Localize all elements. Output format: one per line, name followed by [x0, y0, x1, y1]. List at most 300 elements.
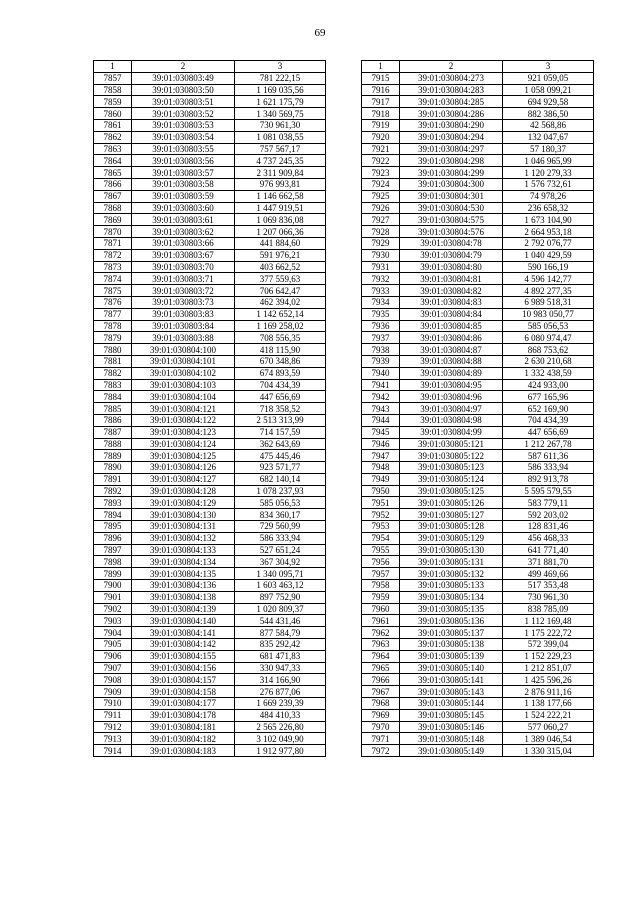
row-index-cell: 7903: [94, 615, 132, 627]
cadastral-number-cell: 39:01:030804:285: [400, 96, 503, 108]
table-row: [94, 450, 326, 462]
cadastral-number-cell: 39:01:030803:72: [132, 285, 235, 297]
table-row: [362, 450, 594, 462]
value-cell: 1 603 463,12: [235, 580, 326, 592]
value-cell: 1 058 099,21: [503, 84, 594, 96]
cadastral-number-cell: 39:01:030805:131: [400, 556, 503, 568]
table-row: [362, 662, 594, 674]
cadastral-number-cell: 39:01:030804:158: [132, 686, 235, 698]
row-index-cell: 7904: [94, 627, 132, 639]
value-cell: 1 175 222,72: [503, 627, 594, 639]
table-row: [94, 84, 326, 96]
table-row: [94, 202, 326, 214]
table-row: [94, 568, 326, 580]
cadastral-number-cell: 39:01:030804:294: [400, 131, 503, 143]
cadastral-number-cell: 39:01:030804:122: [132, 414, 235, 426]
value-cell: 1 138 177,66: [503, 698, 594, 710]
table-row: [362, 355, 594, 367]
value-cell: 377 559,63: [235, 273, 326, 285]
cadastral-number-cell: 39:01:030804:83: [400, 296, 503, 308]
value-cell: 868 753,62: [503, 344, 594, 356]
table-row: [362, 167, 594, 179]
value-cell: 499 469,66: [503, 568, 594, 580]
value-cell: 1 576 732,61: [503, 178, 594, 190]
value-cell: 10 983 050,77: [503, 308, 594, 320]
table-row: [94, 355, 326, 367]
value-cell: 6 080 974,47: [503, 332, 594, 344]
row-index-cell: 7935: [362, 308, 400, 320]
value-cell: 921 059,05: [503, 72, 594, 84]
cadastral-number-cell: 39:01:030804:128: [132, 485, 235, 497]
row-index-cell: 7859: [94, 96, 132, 108]
cadastral-number-cell: 39:01:030804:127: [132, 473, 235, 485]
header-cell-value: 3: [503, 61, 594, 73]
table-row: [362, 249, 594, 261]
row-index-cell: 7948: [362, 462, 400, 474]
value-cell: 757 567,17: [235, 143, 326, 155]
row-index-cell: 7954: [362, 532, 400, 544]
value-cell: 2 630 210,68: [503, 355, 594, 367]
cadastral-number-cell: 39:01:030804:134: [132, 556, 235, 568]
row-index-cell: 7862: [94, 131, 132, 143]
table-row: [94, 580, 326, 592]
value-cell: 590 166,19: [503, 261, 594, 273]
cadastral-number-cell: 39:01:030804:301: [400, 190, 503, 202]
value-cell: 1 142 652,14: [235, 308, 326, 320]
row-index-cell: 7905: [94, 639, 132, 651]
table-row: [362, 686, 594, 698]
row-index-cell: 7928: [362, 226, 400, 238]
value-cell: 586 333,94: [503, 462, 594, 474]
row-index-cell: 7946: [362, 438, 400, 450]
value-cell: 475 445,46: [235, 450, 326, 462]
table-row: [362, 462, 594, 474]
value-cell: 1 146 662,58: [235, 190, 326, 202]
row-index-cell: 7861: [94, 119, 132, 131]
cadastral-number-cell: 39:01:030804:157: [132, 674, 235, 686]
value-cell: 1 340 569,75: [235, 108, 326, 120]
value-cell: 1 425 596,26: [503, 674, 594, 686]
value-cell: 682 140,14: [235, 473, 326, 485]
value-cell: 1 112 169,48: [503, 615, 594, 627]
cadastral-number-cell: 39:01:030804:103: [132, 379, 235, 391]
value-cell: 1 389 046,54: [503, 733, 594, 745]
cadastral-number-cell: 39:01:030804:88: [400, 355, 503, 367]
cadastral-number-cell: 39:01:030803:55: [132, 143, 235, 155]
value-cell: 1 912 977,80: [235, 745, 326, 757]
cadastral-number-cell: 39:01:030804:81: [400, 273, 503, 285]
table-row: [94, 426, 326, 438]
table-row: [362, 214, 594, 226]
value-cell: 1 069 836,08: [235, 214, 326, 226]
cadastral-number-cell: 39:01:030803:67: [132, 249, 235, 261]
row-index-cell: 7912: [94, 721, 132, 733]
value-cell: 1 046 965,99: [503, 155, 594, 167]
row-index-cell: 7907: [94, 662, 132, 674]
row-index-cell: 7939: [362, 355, 400, 367]
row-index-cell: 7902: [94, 603, 132, 615]
row-index-cell: 7970: [362, 721, 400, 733]
cadastral-number-cell: 39:01:030804:135: [132, 568, 235, 580]
row-index-cell: 7908: [94, 674, 132, 686]
table-row: [362, 438, 594, 450]
cadastral-number-cell: 39:01:030805:125: [400, 485, 503, 497]
cadastral-number-cell: 39:01:030804:138: [132, 591, 235, 603]
value-cell: 403 662,52: [235, 261, 326, 273]
cadastral-number-cell: 39:01:030804:101: [132, 355, 235, 367]
value-cell: 577 060,27: [503, 721, 594, 733]
row-index-cell: 7931: [362, 261, 400, 273]
row-index-cell: 7964: [362, 650, 400, 662]
cadastral-number-cell: 39:01:030803:60: [132, 202, 235, 214]
table-row: [94, 167, 326, 179]
row-index-cell: 7910: [94, 698, 132, 710]
row-index-cell: 7906: [94, 650, 132, 662]
row-index-cell: 7878: [94, 320, 132, 332]
table-row: [94, 214, 326, 226]
row-index-cell: 7857: [94, 72, 132, 84]
row-index-cell: 7950: [362, 485, 400, 497]
cadastral-number-cell: 39:01:030804:140: [132, 615, 235, 627]
table-row: [362, 709, 594, 721]
table-row: [94, 119, 326, 131]
cadastral-number-cell: 39:01:030805:129: [400, 532, 503, 544]
cadastral-number-cell: 39:01:030804:286: [400, 108, 503, 120]
table-row: [362, 650, 594, 662]
table-row: [94, 96, 326, 108]
value-cell: 484 410,33: [235, 709, 326, 721]
cadastral-number-cell: 39:01:030803:88: [132, 332, 235, 344]
row-index-cell: 7876: [94, 296, 132, 308]
value-cell: 418 115,90: [235, 344, 326, 356]
value-cell: 714 157,59: [235, 426, 326, 438]
cadastral-number-cell: 39:01:030804:183: [132, 745, 235, 757]
row-index-cell: 7909: [94, 686, 132, 698]
cadastral-number-cell: 39:01:030803:66: [132, 237, 235, 249]
cadastral-number-cell: 39:01:030804:82: [400, 285, 503, 297]
cadastral-number-cell: 39:01:030805:140: [400, 662, 503, 674]
value-cell: 572 399,04: [503, 639, 594, 651]
value-cell: 670 348,86: [235, 355, 326, 367]
value-cell: 718 358,52: [235, 403, 326, 415]
row-index-cell: 7872: [94, 249, 132, 261]
table-row: [94, 509, 326, 521]
value-cell: 441 884,60: [235, 237, 326, 249]
row-index-cell: 7955: [362, 544, 400, 556]
table-row: [362, 509, 594, 521]
value-cell: 652 169,90: [503, 403, 594, 415]
value-cell: 2 792 076,77: [503, 237, 594, 249]
table-row: [94, 249, 326, 261]
table-row: [94, 237, 326, 249]
value-cell: 677 165,96: [503, 391, 594, 403]
cadastral-number-cell: 39:01:030804:133: [132, 544, 235, 556]
row-index-cell: 7918: [362, 108, 400, 120]
row-index-cell: 7957: [362, 568, 400, 580]
table-row: [94, 721, 326, 733]
row-index-cell: 7886: [94, 414, 132, 426]
value-cell: 462 394,02: [235, 296, 326, 308]
table-row: [94, 709, 326, 721]
cadastral-number-cell: 39:01:030804:123: [132, 426, 235, 438]
row-index-cell: 7962: [362, 627, 400, 639]
cadastral-number-cell: 39:01:030804:102: [132, 367, 235, 379]
table-row: [94, 332, 326, 344]
row-index-cell: 7959: [362, 591, 400, 603]
value-cell: 587 611,36: [503, 450, 594, 462]
cadastral-number-cell: 39:01:030804:98: [400, 414, 503, 426]
cadastral-number-cell: 39:01:030804:290: [400, 119, 503, 131]
value-cell: 838 785,09: [503, 603, 594, 615]
cadastral-number-cell: 39:01:030805:134: [400, 591, 503, 603]
cadastral-number-cell: 39:01:030803:61: [132, 214, 235, 226]
cadastral-number-cell: 39:01:030804:283: [400, 84, 503, 96]
table-row: [362, 226, 594, 238]
cadastral-number-cell: 39:01:030805:122: [400, 450, 503, 462]
value-cell: 1 169 035,56: [235, 84, 326, 96]
table-row: [94, 497, 326, 509]
row-index-cell: 7929: [362, 237, 400, 249]
row-index-cell: 7901: [94, 591, 132, 603]
value-cell: 586 333,94: [235, 532, 326, 544]
cadastral-number-cell: 39:01:030804:300: [400, 178, 503, 190]
table-row: [362, 674, 594, 686]
cadastral-number-cell: 39:01:030805:138: [400, 639, 503, 651]
cadastral-number-cell: 39:01:030805:127: [400, 509, 503, 521]
row-index-cell: 7923: [362, 167, 400, 179]
value-cell: 882 386,50: [503, 108, 594, 120]
value-cell: 1 207 066,36: [235, 226, 326, 238]
value-cell: 1 081 038,55: [235, 131, 326, 143]
cadastral-number-cell: 39:01:030804:131: [132, 521, 235, 533]
cadastral-number-cell: 39:01:030804:85: [400, 320, 503, 332]
table-row: [94, 155, 326, 167]
table-row: [94, 639, 326, 651]
cadastral-number-cell: 39:01:030804:576: [400, 226, 503, 238]
cadastral-number-cell: 39:01:030805:133: [400, 580, 503, 592]
value-cell: 371 881,70: [503, 556, 594, 568]
value-cell: 1 152 229,23: [503, 650, 594, 662]
table-row: [362, 698, 594, 710]
table-right: [361, 60, 594, 757]
row-index-cell: 7932: [362, 273, 400, 285]
value-cell: 447 656,69: [235, 391, 326, 403]
row-index-cell: 7934: [362, 296, 400, 308]
table-row: [362, 532, 594, 544]
table-row: [94, 296, 326, 308]
row-index-cell: 7927: [362, 214, 400, 226]
row-index-cell: 7916: [362, 84, 400, 96]
value-cell: 585 056,53: [503, 320, 594, 332]
value-cell: 4 596 142,77: [503, 273, 594, 285]
cadastral-number-cell: 39:01:030804:80: [400, 261, 503, 273]
cadastral-number-cell: 39:01:030804:136: [132, 580, 235, 592]
cadastral-number-cell: 39:01:030805:149: [400, 745, 503, 757]
value-cell: 2 664 953,18: [503, 226, 594, 238]
cadastral-number-cell: 39:01:030803:83: [132, 308, 235, 320]
cadastral-number-cell: 39:01:030803:57: [132, 167, 235, 179]
cadastral-number-cell: 39:01:030804:132: [132, 532, 235, 544]
value-cell: 1 120 279,33: [503, 167, 594, 179]
row-index-cell: 7968: [362, 698, 400, 710]
value-cell: 2 876 911,16: [503, 686, 594, 698]
table-row: [362, 544, 594, 556]
value-cell: 706 642,47: [235, 285, 326, 297]
row-index-cell: 7879: [94, 332, 132, 344]
cadastral-number-cell: 39:01:030804:78: [400, 237, 503, 249]
cadastral-number-cell: 39:01:030804:142: [132, 639, 235, 651]
table-row: [362, 627, 594, 639]
cadastral-number-cell: 39:01:030805:124: [400, 473, 503, 485]
row-index-cell: 7921: [362, 143, 400, 155]
row-index-cell: 7894: [94, 509, 132, 521]
row-index-cell: 7937: [362, 332, 400, 344]
table-header-row: [94, 61, 326, 73]
row-index-cell: 7956: [362, 556, 400, 568]
row-index-cell: 7933: [362, 285, 400, 297]
cadastral-number-cell: 39:01:030804:95: [400, 379, 503, 391]
table-row: [94, 367, 326, 379]
cadastral-number-cell: 39:01:030804:178: [132, 709, 235, 721]
value-cell: 1 669 239,39: [235, 698, 326, 710]
cadastral-number-cell: 39:01:030804:84: [400, 308, 503, 320]
row-index-cell: 7944: [362, 414, 400, 426]
cadastral-number-cell: 39:01:030805:123: [400, 462, 503, 474]
row-index-cell: 7888: [94, 438, 132, 450]
value-cell: 1 212 267,78: [503, 438, 594, 450]
table-row: [362, 603, 594, 615]
value-cell: 362 643,69: [235, 438, 326, 450]
row-index-cell: 7880: [94, 344, 132, 356]
row-index-cell: 7961: [362, 615, 400, 627]
table-row: [94, 438, 326, 450]
value-cell: 583 779,11: [503, 497, 594, 509]
cadastral-number-cell: 39:01:030804:575: [400, 214, 503, 226]
value-cell: 330 947,33: [235, 662, 326, 674]
value-cell: 704 434,39: [503, 414, 594, 426]
row-index-cell: 7895: [94, 521, 132, 533]
table-row: [94, 532, 326, 544]
table-row: [362, 155, 594, 167]
header-cell-cadastral-number: 2: [132, 61, 235, 73]
cadastral-number-cell: 39:01:030804:273: [400, 72, 503, 84]
value-cell: 4 737 245,35: [235, 155, 326, 167]
cadastral-number-cell: 39:01:030805:145: [400, 709, 503, 721]
row-index-cell: 7926: [362, 202, 400, 214]
value-cell: 681 471,83: [235, 650, 326, 662]
table-row: [94, 190, 326, 202]
value-cell: 892 913,78: [503, 473, 594, 485]
value-cell: 74 978,26: [503, 190, 594, 202]
table-row: [362, 261, 594, 273]
table-row: [94, 72, 326, 84]
table-row: [94, 379, 326, 391]
table-row: [94, 261, 326, 273]
cadastral-number-cell: 39:01:030803:84: [132, 320, 235, 332]
cadastral-number-cell: 39:01:030804:97: [400, 403, 503, 415]
cadastral-number-cell: 39:01:030805:132: [400, 568, 503, 580]
cadastral-number-cell: 39:01:030805:128: [400, 521, 503, 533]
cadastral-number-cell: 39:01:030805:143: [400, 686, 503, 698]
cadastral-number-cell: 39:01:030803:59: [132, 190, 235, 202]
cadastral-number-cell: 39:01:030805:148: [400, 733, 503, 745]
table-row: [362, 414, 594, 426]
row-index-cell: 7920: [362, 131, 400, 143]
value-cell: 585 056,53: [235, 497, 326, 509]
cadastral-number-cell: 39:01:030804:124: [132, 438, 235, 450]
value-cell: 424 933,00: [503, 379, 594, 391]
cadastral-number-cell: 39:01:030804:177: [132, 698, 235, 710]
table-row: [362, 568, 594, 580]
row-index-cell: 7882: [94, 367, 132, 379]
table-row: [94, 556, 326, 568]
value-cell: 456 468,33: [503, 532, 594, 544]
value-cell: 877 584,79: [235, 627, 326, 639]
row-index-cell: 7883: [94, 379, 132, 391]
table-row: [94, 473, 326, 485]
row-index-cell: 7890: [94, 462, 132, 474]
cadastral-number-cell: 39:01:030803:54: [132, 131, 235, 143]
table-row: [362, 320, 594, 332]
row-index-cell: 7940: [362, 367, 400, 379]
table-row: [362, 521, 594, 533]
row-index-cell: 7860: [94, 108, 132, 120]
row-index-cell: 7871: [94, 237, 132, 249]
cadastral-number-cell: 39:01:030803:73: [132, 296, 235, 308]
value-cell: 730 961,30: [235, 119, 326, 131]
table-row: [362, 391, 594, 403]
table-row: [362, 296, 594, 308]
row-index-cell: 7875: [94, 285, 132, 297]
cadastral-number-cell: 39:01:030803:53: [132, 119, 235, 131]
table-row: [362, 285, 594, 297]
table-row: [94, 591, 326, 603]
row-index-cell: 7969: [362, 709, 400, 721]
row-index-cell: 7911: [94, 709, 132, 721]
value-cell: 2 565 226,80: [235, 721, 326, 733]
table-row: [94, 344, 326, 356]
value-cell: 923 571,77: [235, 462, 326, 474]
row-index-cell: 7863: [94, 143, 132, 155]
table-row: [94, 285, 326, 297]
cadastral-number-cell: 39:01:030804:126: [132, 462, 235, 474]
value-cell: 591 976,21: [235, 249, 326, 261]
table-row: [362, 473, 594, 485]
row-index-cell: 7963: [362, 639, 400, 651]
row-index-cell: 7936: [362, 320, 400, 332]
table-row: [94, 662, 326, 674]
value-cell: 1 020 809,37: [235, 603, 326, 615]
value-cell: 781 222,15: [235, 72, 326, 84]
table-row: [94, 544, 326, 556]
cadastral-number-cell: 39:01:030805:139: [400, 650, 503, 662]
table-row: [94, 686, 326, 698]
value-cell: 694 929,58: [503, 96, 594, 108]
value-cell: 1 621 175,79: [235, 96, 326, 108]
row-index-cell: 7914: [94, 745, 132, 757]
cadastral-number-cell: 39:01:030804:297: [400, 143, 503, 155]
table-row: [362, 273, 594, 285]
value-cell: 6 989 518,31: [503, 296, 594, 308]
value-cell: 2 513 313,99: [235, 414, 326, 426]
cadastral-number-cell: 39:01:030805:135: [400, 603, 503, 615]
row-index-cell: 7938: [362, 344, 400, 356]
value-cell: 42 568,86: [503, 119, 594, 131]
table-row: [362, 190, 594, 202]
value-cell: 1 212 851,07: [503, 662, 594, 674]
table-row: [94, 698, 326, 710]
table-row: [362, 131, 594, 143]
